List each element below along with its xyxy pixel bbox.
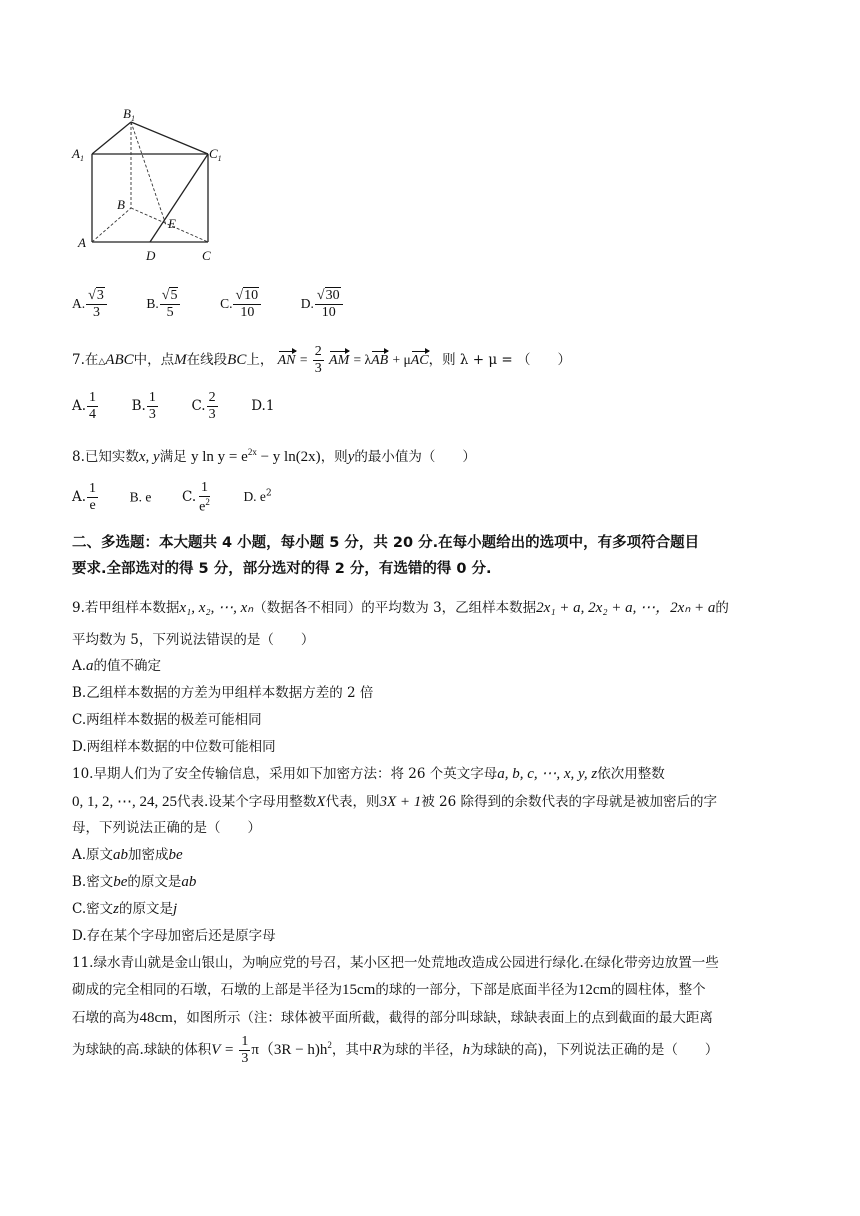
q10-option-c: C.密文z的原文是j xyxy=(72,901,178,917)
q6-option-d: D. $\frac{√30}{10}$ xyxy=(301,296,344,312)
label-b1: $B_1$ xyxy=(123,106,135,123)
q10-option-d: D.存在某个字母加密后还是原字母 xyxy=(72,928,276,944)
label-c: C xyxy=(202,248,211,263)
q11-stem-line1: 11.绿水青山就是金山银山，为响应党的号召，某小区把一处荒地改造成公园进行绿化.在绿化带旁边放置一些 xyxy=(72,955,719,971)
q7-option-c: C. $\frac{2}{3}$ xyxy=(191,390,216,423)
q10-stem-line1: 10.早期人们为了安全传输信息，采用如下加密方法：将 26 个英文字母a, b, c, ⋯, x, y, z依次用整数 xyxy=(72,766,665,782)
q8-options xyxy=(72,480,272,516)
label-b: B xyxy=(117,197,125,212)
label-c1: $C_1$ xyxy=(209,146,222,163)
q10-stem-line3: 母，下列说法正确的是（ ） xyxy=(72,820,261,836)
q9-option-d: D.两组样本数据的中位数可能相同 xyxy=(72,739,276,755)
label-a: A xyxy=(78,235,86,250)
prism-figure xyxy=(70,100,230,265)
label-a1: $A_1$ xyxy=(72,146,84,163)
q9-stem-line2: 平均数为 5，下列说法错误的是（ ） xyxy=(72,632,315,648)
label-d: D xyxy=(146,248,156,263)
q8-stem: 8.已知实数x, y满足 y $\ln y = e^{2x} - y$ ln(2x)，则y的最小值为（ ） xyxy=(72,447,476,465)
q7-options xyxy=(72,390,274,423)
section2-heading-line2: 要求.全部选对的得 5 分，部分选对的得 2 分，有选错的得 0 分. xyxy=(72,561,492,577)
q9-stem-line1: 9.若甲组样本数据x₁, x₂, ⋯, xₙ（数据各不相同）的平均数为 3，乙组样本数据2x₁ + a, 2x₂ + a, ⋯，2xₙ + a的 xyxy=(72,600,729,616)
q11-stem-line2: 砌成的完全相同的石墩，石墩的上部是半径为15cm的球的一部分，下部是底面半径为12cm的圆柱体，整个 xyxy=(72,982,706,998)
q10-option-a: A.原文ab加密成be xyxy=(72,847,183,863)
q7-option-d: D.1 xyxy=(251,398,275,415)
q6-option-b: B. $\frac{√5}{5}$ xyxy=(146,296,181,312)
q8-option-b: B. e xyxy=(129,489,152,505)
q10-option-b: B.密文be的原文是ab xyxy=(72,874,197,890)
q7-option-b: B. $\frac{1}{3}$ xyxy=(131,390,156,423)
q9-option-a: A.a的值不确定 xyxy=(72,658,162,674)
q11-stem-line4: 为球缺的高.球缺的体积V = $\frac{1}{3}$ $\pi(3R - h)h^2$，其中R为球的半径，h为球缺的高)，下列说法正确的是（ ） xyxy=(72,1034,719,1067)
q6-options xyxy=(72,288,344,321)
q8-option-d: D. $e^2$ xyxy=(243,488,272,505)
q10-stem-line2: 0, 1, 2, ⋯, 24, 25代表.设某个字母用整数X代表，则3X + 1被 26 除得到的余数代表的字母就是被加密后的字 xyxy=(72,794,718,810)
label-e: E xyxy=(168,216,176,231)
q7-stem: 7.在△ABC中，点M在线段BC上， AN = $\frac{2}{3}$ AM = λAB + μAC，则 λ + μ = （ ） xyxy=(72,344,572,377)
q8-option-c: C. $\frac{1}{e^2}$ xyxy=(181,480,210,515)
q8-option-a: A. $\frac{1}{e}$ xyxy=(72,481,97,514)
q11-stem-line3: 石墩的高为48cm，如图所示（注：球体被平面所截，截得的部分叫球缺，球缺表面上的点到截面的最大距离 xyxy=(72,1010,713,1026)
q6-option-c: C. $\frac{√10}{10}$ xyxy=(220,296,262,312)
q9-option-c: C.两组样本数据的极差可能相同 xyxy=(72,712,262,728)
q7-option-a: A. $\frac{1}{4}$ xyxy=(72,390,97,423)
q9-option-b: B.乙组样本数据的方差为甲组样本数据方差的 2 倍 xyxy=(72,685,374,701)
q6-option-a: A. $\frac{√3}{3}$ xyxy=(72,296,108,312)
section2-heading-line1: 二、多选题：本大题共 4 小题，每小题 5 分，共 20 分.在每小题给出的选项中，有多项符合题目 xyxy=(72,535,700,551)
